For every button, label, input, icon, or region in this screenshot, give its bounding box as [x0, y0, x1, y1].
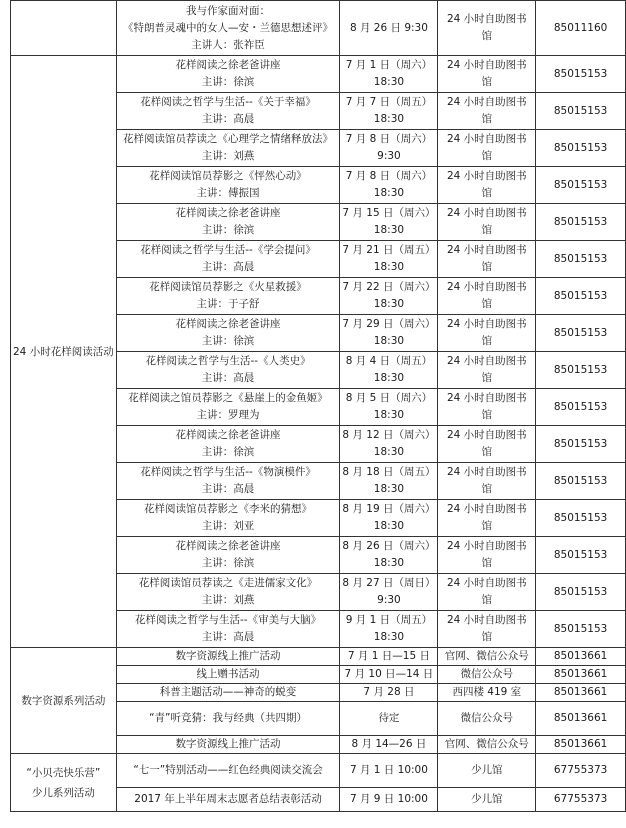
activity-cell [116, 648, 340, 666]
venue-cell-line: 馆 [481, 76, 493, 88]
time-cell-line: 18:30 [373, 113, 405, 125]
time-cell [340, 426, 438, 463]
time-cell-line: 18:30 [373, 76, 405, 88]
activity-cell-line: 花样阅读之哲学与生活--《学会提问》 [140, 244, 316, 256]
activity-cell [116, 500, 340, 537]
phone-cell: 85015153 [536, 500, 626, 537]
venue-cell [438, 788, 536, 812]
phone-cell: 85015153 [536, 574, 626, 611]
event-schedule-table [10, 0, 626, 812]
time-cell-line: 8 月 4 日（周五） [345, 355, 433, 367]
activity-cell-line: 主讲：刘燕 [201, 594, 255, 606]
time-cell [340, 56, 438, 93]
venue-cell-line: 24 小时自助图书 [446, 13, 527, 25]
activity-cell [116, 426, 340, 463]
activity-cell-line: 数字资源线上推广活动 [175, 650, 281, 662]
activity-cell-line: 花样阅读之哲学与生活--《物演模件》 [140, 466, 316, 478]
activity-cell [116, 754, 340, 788]
phone-cell: 85015153 [536, 241, 626, 278]
activity-cell-line: 花样阅读之徐老爸讲座 [175, 429, 281, 441]
time-cell [340, 500, 438, 537]
venue-cell-line: 馆 [481, 261, 493, 273]
phone-cell: 85015153 [536, 389, 626, 426]
activity-cell-line: 2017 年上半年周末志愿者总结表彰活动 [134, 793, 322, 805]
venue-cell [438, 666, 536, 684]
time-cell-line: 7 月 8 日（周六） [345, 133, 433, 145]
time-cell-line: 7 月 22 日（周六） [342, 281, 436, 293]
venue-cell-line: 馆 [481, 187, 493, 199]
phone-cell: 85015153 [536, 204, 626, 241]
time-cell-line: 8 月 18 日（周五） [342, 466, 436, 478]
venue-cell-line: 馆 [481, 483, 493, 495]
venue-cell [438, 736, 536, 754]
time-cell-line: 18:30 [373, 224, 405, 236]
phone-cell: 85015153 [536, 167, 626, 204]
activity-cell [116, 574, 340, 611]
time-cell-line: 9:30 [377, 594, 401, 606]
venue-cell [438, 204, 536, 241]
time-cell-line: 9:30 [377, 150, 401, 162]
activity-cell-line: 主讲：刘燕 [201, 150, 255, 162]
activity-cell-line: 主讲：徐滨 [201, 557, 255, 569]
phone-cell: 85011160 [536, 1, 626, 56]
activity-cell-line: 线上赠书活动 [196, 668, 260, 680]
activity-cell [116, 130, 340, 167]
venue-cell-line: 馆 [481, 298, 493, 310]
venue-cell-line: 24 小时自助图书 [446, 207, 527, 219]
activity-cell-line: 主讲：高晨 [201, 631, 255, 643]
time-cell [340, 666, 438, 684]
venue-cell-line: 西四楼 419 室 [452, 686, 522, 698]
activity-cell [116, 278, 340, 315]
venue-cell-line: 馆 [481, 113, 493, 125]
time-cell-line: 18:30 [373, 187, 405, 199]
venue-cell [438, 167, 536, 204]
venue-cell-line: 官网、微信公众号 [444, 738, 529, 750]
time-cell [340, 315, 438, 352]
time-cell [340, 736, 438, 754]
venue-cell-line: 24 小时自助图书 [446, 429, 527, 441]
time-cell-line: 8 月 26 日 9:30 [349, 21, 428, 34]
activity-cell-line: 花样阅读之徐老爸讲座 [175, 207, 281, 219]
activity-cell-line: 花样阅读馆员荐影之《怦然心动》 [149, 170, 307, 182]
activity-cell-line: 花样阅读之徐老爸讲座 [175, 59, 281, 71]
activity-cell-line: 花样阅读馆员荐影之《李米的猜想》 [144, 503, 313, 515]
activity-cell [116, 389, 340, 426]
time-cell [340, 648, 438, 666]
phone-cell: 67755373 [536, 788, 626, 812]
venue-cell-line: 24 小时自助图书 [446, 133, 527, 145]
venue-cell [438, 352, 536, 389]
venue-cell [438, 278, 536, 315]
venue-cell-line: 馆 [481, 409, 493, 421]
phone-cell: 85015153 [536, 426, 626, 463]
activity-cell-line: 花样阅读之哲学与生活--《审美与大脑》 [135, 614, 322, 626]
phone-cell: 85015153 [536, 130, 626, 167]
venue-cell-line: 24 小时自助图书 [446, 281, 527, 293]
venue-cell [438, 315, 536, 352]
time-cell-line: 7 月 29 日（周六） [342, 318, 436, 330]
activity-cell [116, 702, 340, 736]
venue-cell-line: 24 小时自助图书 [446, 466, 527, 478]
venue-cell [438, 702, 536, 736]
time-cell-line: 7 月 8 日（周六） [345, 170, 433, 182]
time-cell-line: 8 月 19 日（周六） [342, 503, 436, 515]
activity-cell [116, 204, 340, 241]
time-cell [340, 278, 438, 315]
time-cell-line: 18:30 [373, 298, 405, 310]
table-row [11, 648, 626, 666]
venue-cell-line: 24 小时自助图书 [446, 170, 527, 182]
category-cell [11, 56, 117, 648]
time-cell-line: 18:30 [373, 520, 405, 532]
activity-cell-line: 花样阅读之哲学与生活--《人类史》 [145, 355, 311, 367]
activity-cell-line: 主讲：高晨 [201, 483, 255, 495]
venue-cell-line: 24 小时自助图书 [446, 540, 527, 552]
time-cell [340, 702, 438, 736]
venue-cell-line: 24 小时自助图书 [446, 59, 527, 71]
time-cell-line: 18:30 [373, 483, 405, 495]
time-cell-line: 7 月 10 日—14 日 [344, 668, 434, 680]
time-cell [340, 93, 438, 130]
venue-cell-line: 微信公众号 [460, 668, 514, 680]
venue-cell-line: 馆 [481, 446, 493, 458]
activity-cell-line: 花样阅读之徐老爸讲座 [175, 318, 281, 330]
time-cell [340, 389, 438, 426]
activity-cell [116, 788, 340, 812]
venue-cell [438, 684, 536, 702]
venue-cell-line: 馆 [481, 224, 493, 236]
venue-cell [438, 389, 536, 426]
activity-cell-line: “七一”特别活动——红色经典阅读交流会 [133, 764, 323, 776]
venue-cell [438, 500, 536, 537]
time-cell-line: 18:30 [373, 372, 405, 384]
venue-cell-line: 24 小时自助图书 [446, 244, 527, 256]
venue-cell [438, 648, 536, 666]
time-cell-line: 9 月 1 日（周五） [345, 614, 433, 626]
table-row [11, 56, 626, 93]
activity-cell-line: 花样阅读之哲学与生活--《关于幸福》 [140, 96, 316, 108]
venue-cell-line: 馆 [481, 557, 493, 569]
venue-cell [438, 130, 536, 167]
phone-cell: 85015153 [536, 352, 626, 389]
phone-cell: 85013661 [536, 702, 626, 736]
time-cell-line: 7 月 9 日 10:00 [349, 793, 428, 805]
phone-cell: 85015153 [536, 93, 626, 130]
activity-cell [116, 537, 340, 574]
venue-cell [438, 611, 536, 648]
activity-cell-line: 主讲：高晨 [201, 372, 255, 384]
phone-cell: 85015153 [536, 56, 626, 93]
time-cell [340, 241, 438, 278]
activity-cell-line: 数字资源线上推广活动 [175, 738, 281, 750]
category-cell-line: 少儿系列活动 [31, 786, 95, 799]
activity-cell-line: 主讲：徐滨 [201, 335, 255, 347]
venue-cell-line: 馆 [481, 372, 493, 384]
venue-cell-line: 少儿馆 [471, 793, 503, 805]
venue-cell-line: 微信公众号 [460, 712, 514, 724]
time-cell [340, 204, 438, 241]
category-cell [11, 754, 117, 812]
venue-cell-line: 24 小时自助图书 [446, 614, 527, 626]
venue-cell [438, 1, 536, 56]
activity-cell [116, 684, 340, 702]
time-cell-line: 8 月 5 日（周六） [345, 392, 433, 404]
venue-cell-line: 馆 [481, 631, 493, 643]
time-cell-line: 7 月 1 日（周六） [345, 59, 433, 71]
activity-cell-line: 主讲：徐滨 [201, 446, 255, 458]
time-cell [340, 684, 438, 702]
time-cell [340, 130, 438, 167]
time-cell-line: 7 月 1 日—15 日 [347, 650, 430, 662]
activity-cell-line: 主讲：傅振国 [196, 187, 260, 199]
venue-cell-line: 24 小时自助图书 [446, 96, 527, 108]
venue-cell-line: 24 小时自助图书 [446, 503, 527, 515]
activity-cell [116, 56, 340, 93]
time-cell-line: 18:30 [373, 446, 405, 458]
venue-cell-line: 馆 [481, 30, 493, 42]
table-row [11, 1, 626, 56]
venue-cell-line: 官网、微信公众号 [444, 650, 529, 662]
time-cell-line: 7 月 7 日（周五） [345, 96, 433, 108]
venue-cell-line: 24 小时自助图书 [446, 577, 527, 589]
time-cell-line: 8 月 12 日（周六） [342, 429, 436, 441]
phone-cell: 85015153 [536, 463, 626, 500]
activity-cell-line: 主讲：高晨 [201, 261, 255, 273]
activity-cell [116, 611, 340, 648]
time-cell-line: 7 月 15 日（周六） [342, 207, 436, 219]
activity-cell-line: 主讲：罗理为 [196, 409, 260, 421]
phone-cell: 85013661 [536, 648, 626, 666]
venue-cell-line: 馆 [481, 150, 493, 162]
phone-cell: 85013661 [536, 736, 626, 754]
activity-cell [116, 167, 340, 204]
category-cell-line: 24 小时花样阅读活动 [13, 345, 114, 358]
time-cell [340, 754, 438, 788]
table-row [11, 754, 626, 788]
time-cell [340, 788, 438, 812]
venue-cell-line: 少儿馆 [471, 764, 503, 776]
time-cell-line: 8 月 14—26 日 [351, 738, 427, 750]
activity-cell [116, 352, 340, 389]
time-cell [340, 537, 438, 574]
activity-cell [116, 315, 340, 352]
activity-cell [116, 463, 340, 500]
phone-cell: 85015153 [536, 315, 626, 352]
venue-cell [438, 241, 536, 278]
time-cell-line: 18:30 [373, 261, 405, 273]
phone-cell: 85015153 [536, 537, 626, 574]
activity-cell-line: 主讲：刘亚 [201, 520, 255, 532]
venue-cell [438, 463, 536, 500]
time-cell-line: 18:30 [373, 335, 405, 347]
table-body [11, 1, 626, 812]
time-cell [340, 352, 438, 389]
phone-cell: 67755373 [536, 754, 626, 788]
activity-cell-line: 花样阅读馆员荐读之《心理学之情绪释放法》 [123, 133, 334, 145]
activity-cell-line: 主讲：徐滨 [201, 224, 255, 236]
venue-cell [438, 537, 536, 574]
time-cell-line: 7 月 1 日 10:00 [349, 764, 428, 776]
venue-cell-line: 馆 [481, 520, 493, 532]
venue-cell [438, 754, 536, 788]
venue-cell-line: 24 小时自助图书 [446, 392, 527, 404]
activity-cell-line: 花样阅读之徐老爸讲座 [175, 540, 281, 552]
activity-cell-line: 《特朗普灵魂中的女人—安・兰德思想述评》 [123, 21, 334, 34]
venue-cell-line: 馆 [481, 335, 493, 347]
activity-cell [116, 1, 340, 56]
activity-cell-line: 我与作家面对面： [186, 4, 271, 17]
activity-cell-line: 主讲：高晨 [201, 113, 255, 125]
activity-cell [116, 736, 340, 754]
activity-cell-line: 花样阅读馆员荐读之《走进儒家文化》 [138, 577, 318, 589]
venue-cell [438, 574, 536, 611]
venue-cell [438, 93, 536, 130]
time-cell [340, 574, 438, 611]
activity-cell-line: 主讲：徐滨 [201, 76, 255, 88]
activity-cell-line: 科普主题活动——神奇的蜕变 [159, 686, 297, 698]
venue-cell-line: 24 小时自助图书 [446, 318, 527, 330]
activity-cell-line: 花样阅读馆员荐影之《火星救援》 [149, 281, 307, 293]
time-cell [340, 1, 438, 56]
time-cell-line: 18:30 [373, 631, 405, 643]
category-cell-line: “小贝壳快乐营” [26, 766, 101, 779]
time-cell-line: 8 月 27 日（周日） [342, 577, 436, 589]
time-cell-line: 18:30 [373, 557, 405, 569]
category-cell-line: 数字资源系列活动 [21, 694, 106, 707]
phone-cell: 85015153 [536, 278, 626, 315]
time-cell [340, 463, 438, 500]
venue-cell [438, 426, 536, 463]
time-cell [340, 167, 438, 204]
category-cell-empty [11, 1, 117, 56]
venue-cell-line: 24 小时自助图书 [446, 355, 527, 367]
activity-cell-line: 主讲：于子舒 [196, 298, 260, 310]
activity-cell-line: 花样阅读之馆员荐影之《悬崖上的金鱼姬》 [128, 392, 328, 404]
phone-cell: 85015153 [536, 611, 626, 648]
activity-cell [116, 666, 340, 684]
activity-cell [116, 93, 340, 130]
time-cell-line: 7 月 28 日 [363, 686, 415, 698]
activity-cell-line: “青”听竞猜：我与经典（共四期） [149, 712, 307, 724]
time-cell-line: 7 月 21 日（周五） [342, 244, 436, 256]
activity-cell [116, 241, 340, 278]
time-cell-line: 18:30 [373, 409, 405, 421]
time-cell [340, 611, 438, 648]
phone-cell: 85013661 [536, 666, 626, 684]
venue-cell-line: 馆 [481, 594, 493, 606]
time-cell-line: 待定 [378, 712, 400, 724]
phone-cell: 85013661 [536, 684, 626, 702]
time-cell-line: 8 月 26 日（周六） [342, 540, 436, 552]
venue-cell [438, 56, 536, 93]
activity-cell-line: 主讲人：张祚臣 [191, 38, 265, 51]
category-cell [11, 648, 117, 754]
